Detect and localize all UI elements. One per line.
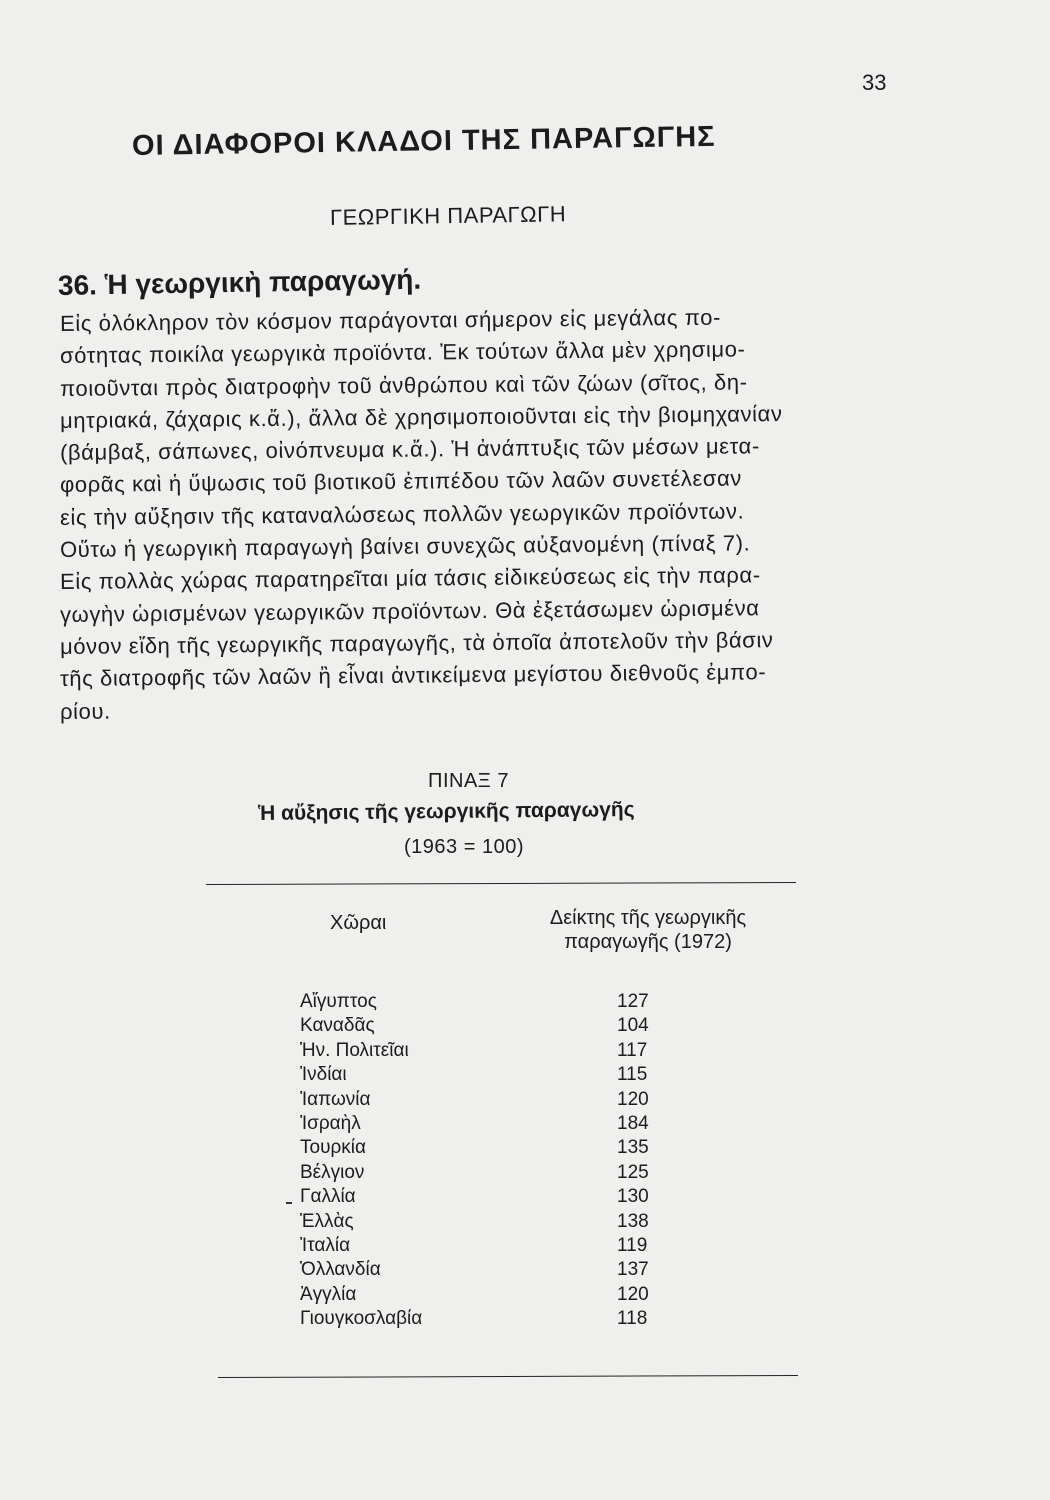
paragraph-line: τῆς διατροφῆς τῶν λαῶν ἢ εἶναι ἀντικείμενα μεγίστου διεθνοῦς ἐμπο- bbox=[59, 659, 767, 692]
table-bottom-rule bbox=[218, 1375, 798, 1378]
table-row bbox=[300, 1063, 700, 1087]
stray-print-mark bbox=[286, 1202, 292, 1204]
table-row bbox=[300, 1088, 700, 1112]
table-row bbox=[300, 1283, 700, 1307]
index-cell: 135 bbox=[617, 1137, 649, 1159]
country-cell: Ἰαπωνία bbox=[300, 1088, 371, 1110]
column-header-country: Χῶραι bbox=[330, 912, 387, 934]
paragraph-line: Οὕτω ἡ γεωργικὴ παραγωγὴ βαίνει συνεχῶς αὐξανομένη (πίναξ 7). bbox=[59, 530, 751, 563]
table-row bbox=[300, 1014, 700, 1038]
country-cell: Γαλλία bbox=[300, 1186, 356, 1208]
index-cell: 120 bbox=[617, 1283, 649, 1305]
index-cell: 104 bbox=[617, 1015, 649, 1037]
table-title: Ἡ αὔξησις τῆς γεωργικῆς παραγωγῆς bbox=[257, 798, 635, 825]
index-cell: 137 bbox=[617, 1259, 649, 1281]
index-cell: 130 bbox=[617, 1186, 649, 1208]
paragraph-line: μητριακά, ζάχαρις κ.ἄ.), ἄλλα δὲ χρησιμοποιοῦνται εἰς τὴν βιομηχανίαν bbox=[59, 400, 783, 433]
paragraph-line: (βάμβαξ, σάπωνες, οἰνόπνευμα κ.ἄ.). Ἡ ἀνάπτυξις τῶν μέσων μετα- bbox=[59, 433, 760, 466]
country-cell: Γιουγκοσλαβία bbox=[300, 1308, 423, 1330]
table-label: ΠΙΝΑΞ 7 bbox=[428, 770, 509, 792]
table-row bbox=[300, 1039, 700, 1063]
paragraph-line: εἰς τὴν αὔξησιν τῆς καταναλώσεως πολλῶν γεωργικῶν προϊόντων. bbox=[59, 498, 745, 530]
column-header-index bbox=[518, 906, 778, 954]
table-row bbox=[300, 990, 700, 1014]
paragraph-line: ρίου. bbox=[59, 698, 111, 724]
country-cell: Καναδᾶς bbox=[300, 1015, 375, 1037]
section-title: ΓΕΩΡΓΙΚΗ ΠΑΡΑΓΩΓΗ bbox=[329, 201, 567, 230]
page-number: 33 bbox=[862, 70, 887, 95]
index-cell: 127 bbox=[617, 991, 649, 1012]
table-row bbox=[300, 1136, 700, 1160]
paragraph-line: γωγὴν ὡρισμένων γεωργικῶν προϊόντων. Θὰ ἐξετάσωμεν ὡρισμένα bbox=[59, 594, 760, 627]
index-cell: 115 bbox=[617, 1064, 648, 1086]
country-cell: Τουρκία bbox=[300, 1137, 366, 1159]
index-cell: 117 bbox=[617, 1039, 648, 1061]
country-cell: Ἰσραὴλ bbox=[300, 1112, 361, 1134]
paragraph-line: σότητας ποικίλα γεωργικὰ προϊόντα. Ἐκ τούτων ἄλλα μὲν χρησιμο- bbox=[59, 336, 746, 369]
paragraph-line: ποιοῦνται πρὸς διατροφὴν τοῦ ἀνθρώπου καὶ τῶν ζώων (σῖτος, δη- bbox=[59, 368, 748, 401]
paragraph-line: Εἰς ὁλόκληρον τὸν κόσμον παράγονται σήμερον εἰς μεγάλας πο- bbox=[59, 304, 722, 336]
column-header-index-line2: παραγωγῆς (1972) bbox=[564, 931, 732, 953]
index-cell: 118 bbox=[617, 1308, 648, 1330]
section-heading: 36. Ἡ γεωργικὴ παραγωγή. bbox=[57, 263, 422, 301]
country-cell: Ἰταλία bbox=[300, 1234, 351, 1256]
table-row bbox=[300, 1307, 700, 1331]
paragraph-line: φορᾶς καὶ ἡ ὕψωσις τοῦ βιοτικοῦ ἐπιπέδου τῶν λαῶν συνετέλεσαν bbox=[59, 465, 743, 498]
paragraph-line: Εἰς πολλὰς χώρας παρατηρεῖται μία τάσις εἰδικεύσεως εἰς τὴν παρα- bbox=[59, 562, 761, 595]
chapter-title: ΟΙ ΔΙΑΦΟΡΟΙ ΚΛΑΔΟΙ ΤΗΣ ΠΑΡΑΓΩΓΗΣ bbox=[131, 120, 716, 162]
index-cell: 125 bbox=[617, 1161, 649, 1183]
country-cell: Ὁλλανδία bbox=[300, 1259, 381, 1281]
index-cell: 138 bbox=[617, 1210, 649, 1232]
column-header-index-line1: Δείκτης τῆς γεωργικῆς bbox=[549, 907, 747, 929]
table-row bbox=[300, 1112, 700, 1136]
table-row bbox=[300, 1185, 700, 1209]
country-cell: Ἡν. Πολιτεῖαι bbox=[300, 1039, 409, 1061]
index-cell: 120 bbox=[617, 1088, 649, 1110]
index-cell: 184 bbox=[617, 1112, 649, 1134]
country-cell: Βέλγιον bbox=[300, 1161, 365, 1183]
table-row bbox=[300, 1234, 700, 1258]
table-row bbox=[300, 1210, 700, 1234]
body-paragraph bbox=[59, 304, 920, 728]
table-top-rule bbox=[206, 882, 796, 885]
country-cell: Αἴγυπτος bbox=[300, 991, 377, 1012]
paragraph-line: μόνον εἴδη τῆς γεωργικῆς παραγωγῆς, τὰ ὁποῖα ἀποτελοῦν τὴν βάσιν bbox=[59, 627, 774, 659]
index-cell: 119 bbox=[617, 1234, 648, 1256]
table-base-year: (1963 = 100) bbox=[404, 836, 524, 858]
country-cell: Ἰνδίαι bbox=[300, 1064, 347, 1086]
country-cell: Ἀγγλία bbox=[300, 1283, 357, 1305]
table-row bbox=[300, 1161, 700, 1185]
table-row bbox=[300, 1258, 700, 1282]
table-body bbox=[300, 990, 700, 1331]
country-cell: Ἑλλὰς bbox=[300, 1210, 354, 1232]
